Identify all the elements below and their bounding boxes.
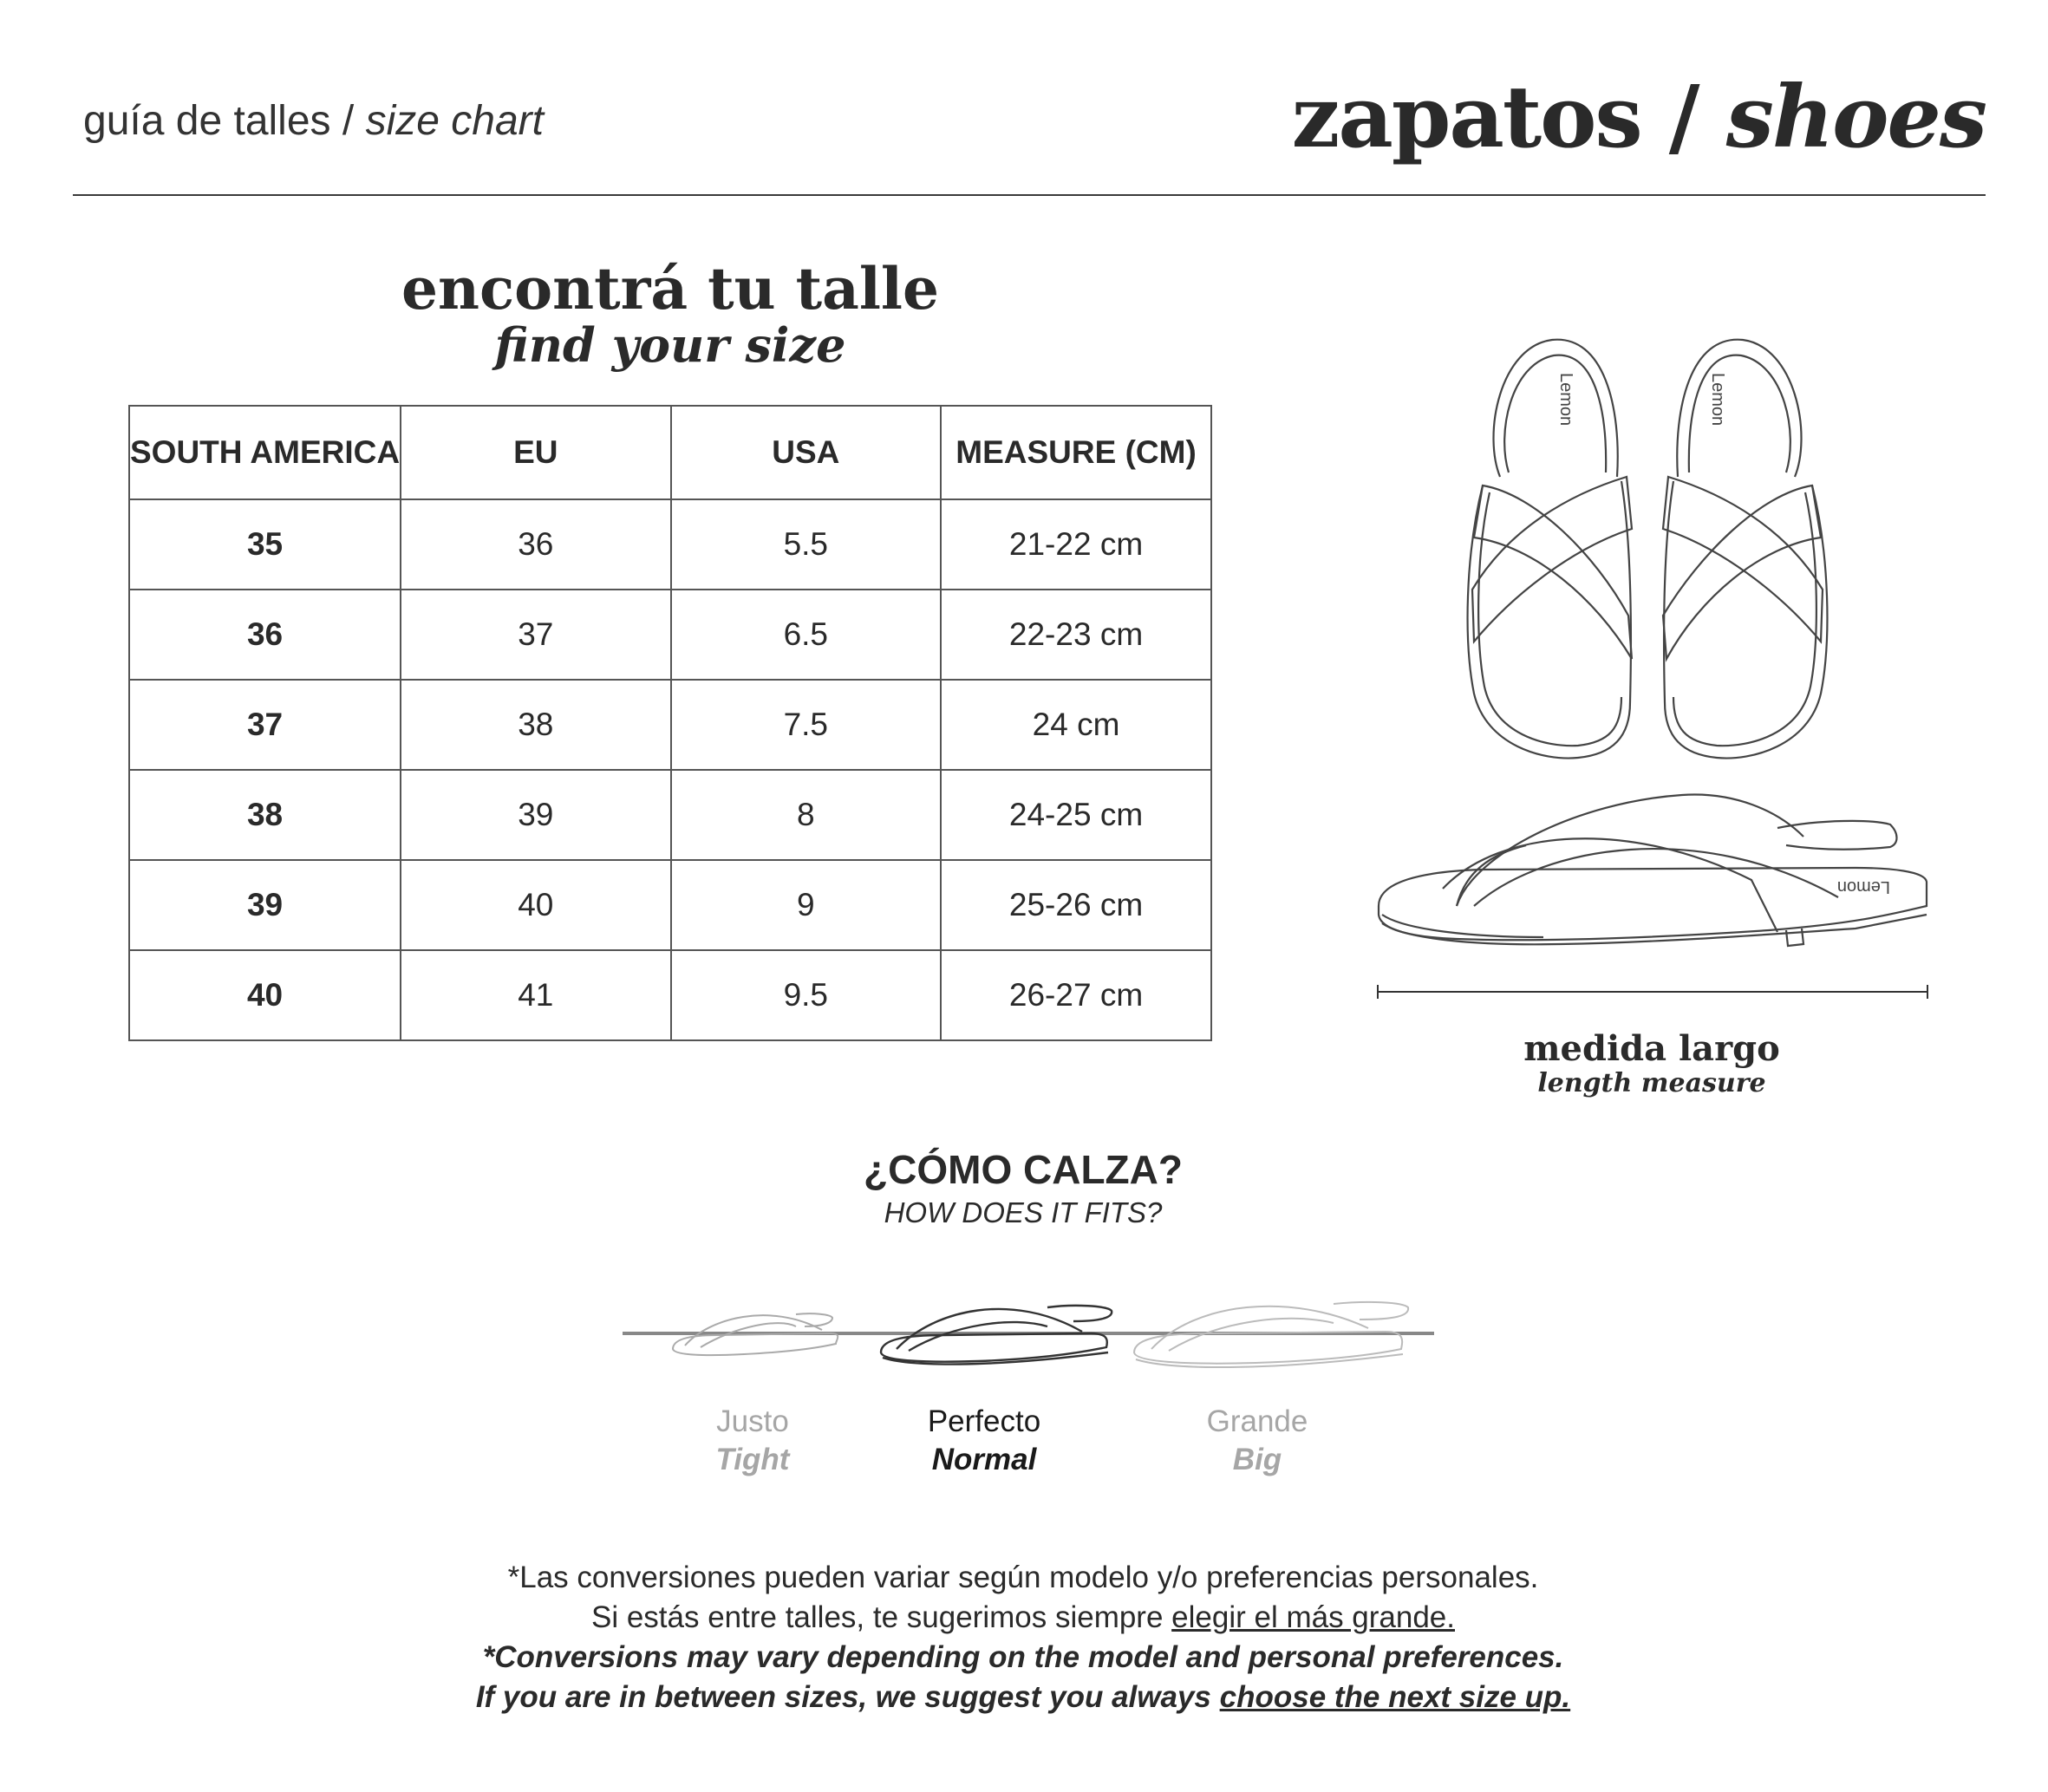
cell-measure: 26-27 cm xyxy=(941,950,1211,1040)
cell-south-america: 37 xyxy=(129,680,401,770)
cell-eu: 38 xyxy=(401,680,670,770)
cell-south-america: 38 xyxy=(129,770,401,860)
cell-measure: 24-25 cm xyxy=(941,770,1211,860)
cell-usa: 9 xyxy=(671,860,942,950)
left-sandal-brand: Lemon xyxy=(1556,373,1575,427)
page-title-en: shoes xyxy=(1725,68,1986,167)
page-title-es: zapatos / xyxy=(1291,68,1699,167)
note-es-line1: *Las conversiones pueden variar según modelo y/o preferencias personales. xyxy=(507,1561,1539,1594)
fit-subtitle: HOW DOES IT FITS? xyxy=(884,1196,1163,1228)
tight-sandal-drawing xyxy=(673,1313,838,1355)
fit-option-normal xyxy=(854,1404,1114,1477)
cell-usa: 9.5 xyxy=(671,950,942,1040)
cell-measure: 24 cm xyxy=(941,680,1211,770)
col-header-eu: EU xyxy=(401,406,670,499)
col-header-south-america: SOUTH AMERICA xyxy=(129,406,401,499)
cell-eu: 39 xyxy=(401,770,670,860)
note-es-line2 xyxy=(329,1600,1717,1635)
find-size-subtitle: find your size xyxy=(494,317,846,373)
table-row xyxy=(129,860,1211,950)
note-en-emphasis: choose the next size up. xyxy=(1219,1680,1571,1714)
cell-usa: 5.5 xyxy=(671,499,942,590)
fit-option-tight-en: Tight xyxy=(715,1443,790,1476)
note-en-line2 xyxy=(329,1680,1717,1715)
cell-eu: 41 xyxy=(401,950,670,1040)
cell-usa: 7.5 xyxy=(671,680,942,770)
length-measure-tick-right xyxy=(1927,985,1928,999)
cell-measure: 22-23 cm xyxy=(941,590,1211,680)
find-size-title: encontrá tu talle xyxy=(401,255,939,323)
guide-label-en: size chart xyxy=(365,98,544,144)
right-sandal-drawing xyxy=(1663,340,1827,759)
length-measure-line xyxy=(1377,991,1928,993)
cell-eu: 36 xyxy=(401,499,670,590)
size-table-header-row xyxy=(129,406,1211,499)
cell-measure: 25-26 cm xyxy=(941,860,1211,950)
cell-south-america: 39 xyxy=(129,860,401,950)
sandal-top-view-illustration xyxy=(1448,329,1847,763)
cell-usa: 8 xyxy=(671,770,942,860)
fit-option-normal-es: Perfecto xyxy=(927,1404,1041,1438)
guide-label xyxy=(83,97,544,145)
table-row xyxy=(129,770,1211,860)
guide-label-es: guía de talles / xyxy=(83,98,355,144)
header-divider xyxy=(73,194,1986,196)
col-header-usa: USA xyxy=(671,406,942,499)
fit-comparison-illustration xyxy=(623,1292,1438,1378)
cell-usa: 6.5 xyxy=(671,590,942,680)
length-measure-title: medida largo xyxy=(1523,1028,1780,1069)
size-table xyxy=(128,405,1212,1041)
cell-eu: 40 xyxy=(401,860,670,950)
cell-measure: 21-22 cm xyxy=(941,499,1211,590)
fit-option-tight-es: Justo xyxy=(716,1404,789,1438)
table-row xyxy=(129,499,1211,590)
fit-option-normal-en: Normal xyxy=(931,1443,1037,1476)
length-measure-subtitle: length measure xyxy=(1537,1068,1766,1098)
length-measure-tick-left xyxy=(1377,985,1379,999)
table-row xyxy=(129,590,1211,680)
table-row xyxy=(129,680,1211,770)
fit-option-big-en: Big xyxy=(1232,1443,1282,1476)
note-es-line2-text: Si estás entre talles, te sugerimos siempre xyxy=(590,1600,1172,1634)
note-es-emphasis: elegir el más grande. xyxy=(1171,1600,1455,1634)
fit-option-big-es: Grande xyxy=(1206,1404,1308,1438)
col-header-measure: MEASURE (CM) xyxy=(941,406,1211,499)
table-row xyxy=(129,950,1211,1040)
page-title xyxy=(1292,68,1986,167)
cell-south-america: 40 xyxy=(129,950,401,1040)
side-sandal-brand: Lemon xyxy=(1836,877,1890,896)
cell-south-america: 35 xyxy=(129,499,401,590)
right-sandal-brand: Lemon xyxy=(1708,373,1727,427)
left-sandal-drawing xyxy=(1468,340,1632,759)
sandal-side-view-illustration xyxy=(1370,785,1934,949)
cell-south-america: 36 xyxy=(129,590,401,680)
fit-title: ¿CÓMO CALZA? xyxy=(864,1147,1183,1192)
note-en-line1: *Conversions may vary depending on the model and personal preferences. xyxy=(482,1640,1564,1674)
fit-option-big xyxy=(1127,1404,1387,1477)
cell-eu: 37 xyxy=(401,590,670,680)
fit-option-tight xyxy=(623,1404,883,1477)
note-en-line2-text: If you are in between sizes, we suggest you always xyxy=(475,1680,1220,1714)
